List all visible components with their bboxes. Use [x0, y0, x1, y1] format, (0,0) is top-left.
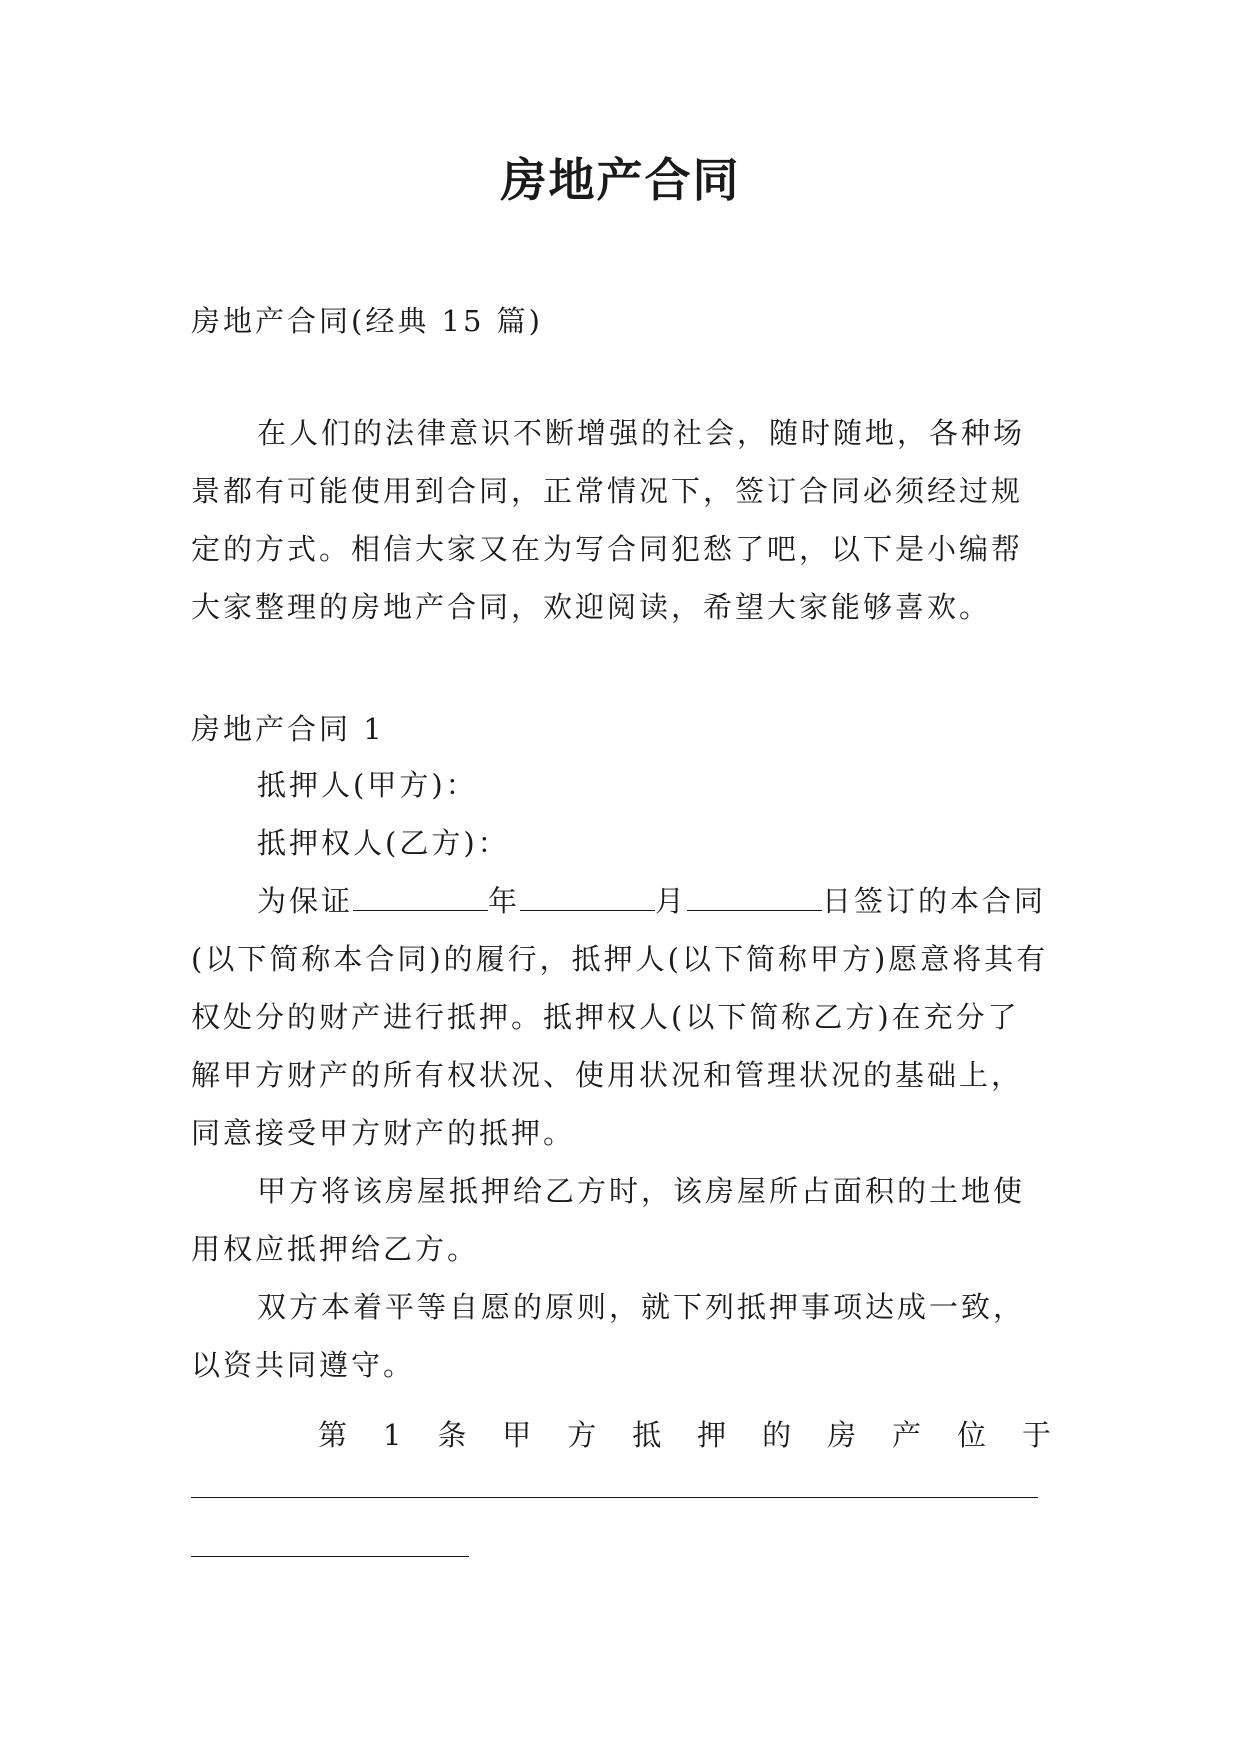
day-blank [687, 880, 822, 911]
document-subtitle: 房地产合同(经典 15 篇) [191, 304, 543, 338]
mortgagor-line: 抵押人(甲方)： [257, 768, 478, 802]
mortgagee-line: 抵押权人(乙方)： [257, 826, 510, 860]
section-body [191, 756, 1051, 1394]
fill-in-line [191, 1556, 469, 1557]
month-blank [520, 880, 655, 911]
article-1-char: 甲 [502, 1418, 532, 1452]
agreement-paragraph: 双方本着平等自愿的原则，就下列抵押事项达成一致，以资共同遵守。 [191, 1290, 1026, 1382]
article-1-char: 抵 [632, 1418, 662, 1452]
article-1-char: 产 [892, 1418, 922, 1452]
article-1-char: 第 [318, 1418, 348, 1452]
article-1-char: 条 [437, 1418, 467, 1452]
article-1-char: 于 [1021, 1418, 1051, 1452]
fill-in-line [191, 1497, 1038, 1498]
land-use-paragraph: 甲方将该房屋抵押给乙方时，该房屋所占面积的土地使用权应抵押给乙方。 [191, 1174, 1026, 1266]
article-1-char: 的 [762, 1418, 792, 1452]
year-label: 年 [488, 884, 521, 918]
guarantee-paragraph [191, 872, 1051, 1162]
article-1-char: 押 [697, 1418, 727, 1452]
article-1-char: 位 [956, 1418, 986, 1452]
article-1-char: 方 [567, 1418, 597, 1452]
document-title: 房地产合同 [500, 153, 741, 207]
month-label: 月 [655, 884, 688, 918]
article-1-char: 1 [382, 1418, 402, 1452]
guarantee-prefix: 为保证 [257, 884, 354, 918]
year-blank [353, 880, 488, 911]
guarantee-suffix: 日签订的本合同(以下简称本合同)的履行，抵押人(以下简称甲方)愿意将其有权处分的财产进行抵押。抵押权人(以下简称乙方)在充分了解甲方财产的所有权状况、使用状况和管理状况的基础上，同意接受甲方财产的抵押。 [191, 884, 1049, 1150]
article-1-char: 房 [827, 1418, 857, 1452]
section-heading: 房地产合同 1 [191, 712, 385, 746]
intro-paragraph: 在人们的法律意识不断增强的社会，随时随地，各种场景都有可能使用到合同，正常情况下，签订合同必须经过规定的方式。相信大家又在为写合同犯愁了吧，以下是小编帮大家整理的房地产合同，欢迎阅读，希望大家能够喜欢。 [191, 416, 1026, 624]
article-1-line [318, 1406, 1051, 1464]
